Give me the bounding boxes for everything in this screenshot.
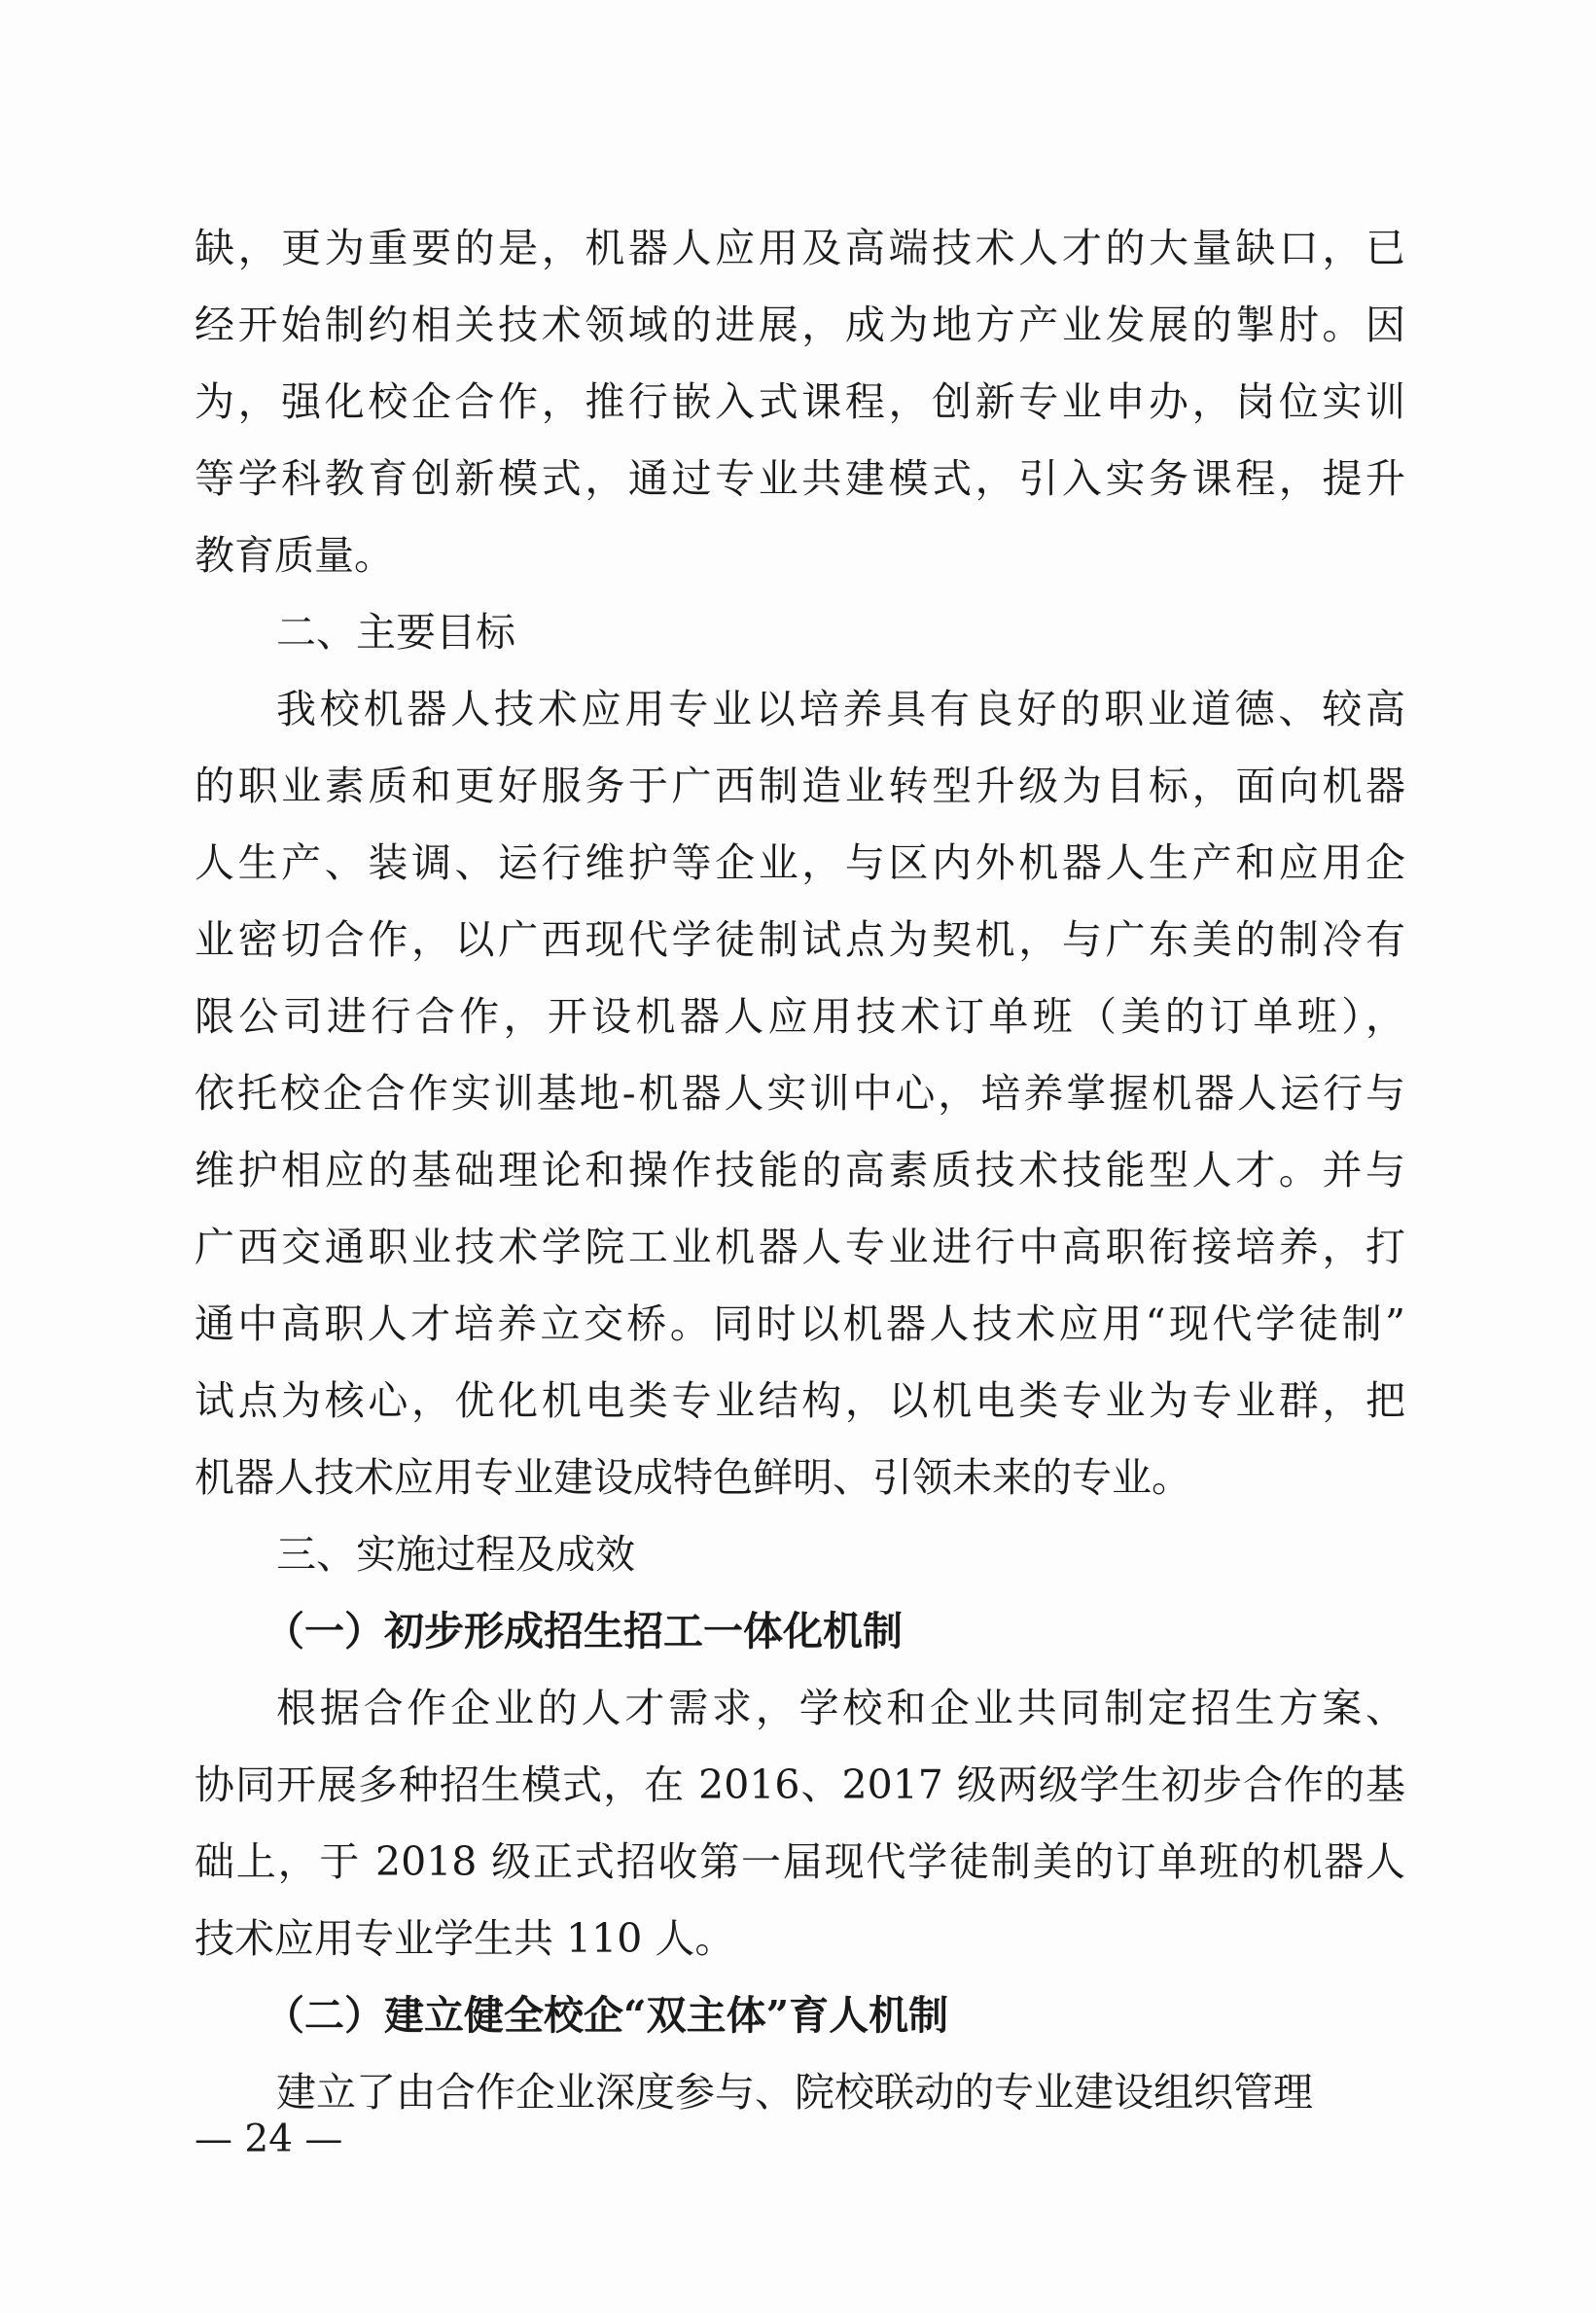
text-line: 我校机器人技术应用专业以培养具有良好的职业道德、较高 <box>276 686 1405 732</box>
text-line: 根据合作企业的人才需求，学校和企业共同制定招生方案、 <box>276 1685 1405 1731</box>
paragraph-1 <box>195 210 1405 594</box>
subsection-heading-enrollment: （一）初步形成招生招工一体化机制 <box>265 1608 903 1655</box>
subsection-heading-dual-subject: （二）建立健全校企“双主体”育人机制 <box>265 1992 949 2039</box>
text-line: 业密切合作，以广西现代学徒制试点为契机，与广东美的制冷有 <box>195 916 1405 963</box>
section-heading-implementation: 三、实施过程及成效 <box>276 1531 635 1578</box>
text-line: 建立了由合作企业深度参与、院校联动的专业建设组织管理 <box>276 2069 1313 2116</box>
text-line: 通中高职人才培养立交桥。同时以机器人技术应用“现代学徒制” <box>195 1300 1405 1347</box>
text-line: 教育质量。 <box>195 532 394 579</box>
page-number: — 24 — <box>195 2117 343 2161</box>
text-line: 经开始制约相关技术领域的进展，成为地方产业发展的掣肘。因 <box>195 302 1405 348</box>
section-heading-main-goals: 二、主要目标 <box>276 609 515 656</box>
text-line: 为，强化校企合作，推行嵌入式课程，创新专业申办，岗位实训 <box>195 378 1405 425</box>
text-line: 技术应用专业学生共 110 人。 <box>195 1915 735 1962</box>
text-line: 限公司进行合作，开设机器人应用技术订单班（美的订单班）， <box>195 993 1405 1040</box>
text-line: 机器人技术应用专业建设成特色鲜明、引领未来的专业。 <box>195 1454 1191 1501</box>
text-line: 人生产、装调、运行维护等企业，与区内外机器人生产和应用企 <box>195 839 1405 886</box>
text-line: 试点为核心，优化机电类专业结构，以机电类专业为专业群，把 <box>195 1377 1405 1424</box>
paragraph-4 <box>195 2054 1405 2131</box>
text-line: 依托校企合作实训基地-机器人实训中心，培养掌握机器人运行与 <box>195 1070 1405 1117</box>
text-line: 维护相应的基础理论和操作技能的高素质技术技能型人才。并与 <box>195 1147 1405 1193</box>
text-line: 广西交通职业技术学院工业机器人专业进行中高职衔接培养，打 <box>195 1224 1405 1270</box>
text-line: 础上，于 2018 级正式招收第一届现代学徒制美的订单班的机器人 <box>195 1838 1405 1885</box>
document-body <box>195 210 1405 2131</box>
paragraph-2 <box>195 671 1405 1516</box>
paragraph-3 <box>195 1670 1405 1977</box>
text-line: 协同开展多种招生模式，在 2016、2017 级两级学生初步合作的基 <box>195 1761 1405 1808</box>
text-line: 的职业素质和更好服务于广西制造业转型升级为目标，面向机器 <box>195 763 1405 809</box>
text-line: 缺，更为重要的是，机器人应用及高端技术人才的大量缺口，已 <box>195 225 1405 271</box>
text-line: 等学科教育创新模式，通过专业共建模式，引入实务课程，提升 <box>195 455 1405 502</box>
